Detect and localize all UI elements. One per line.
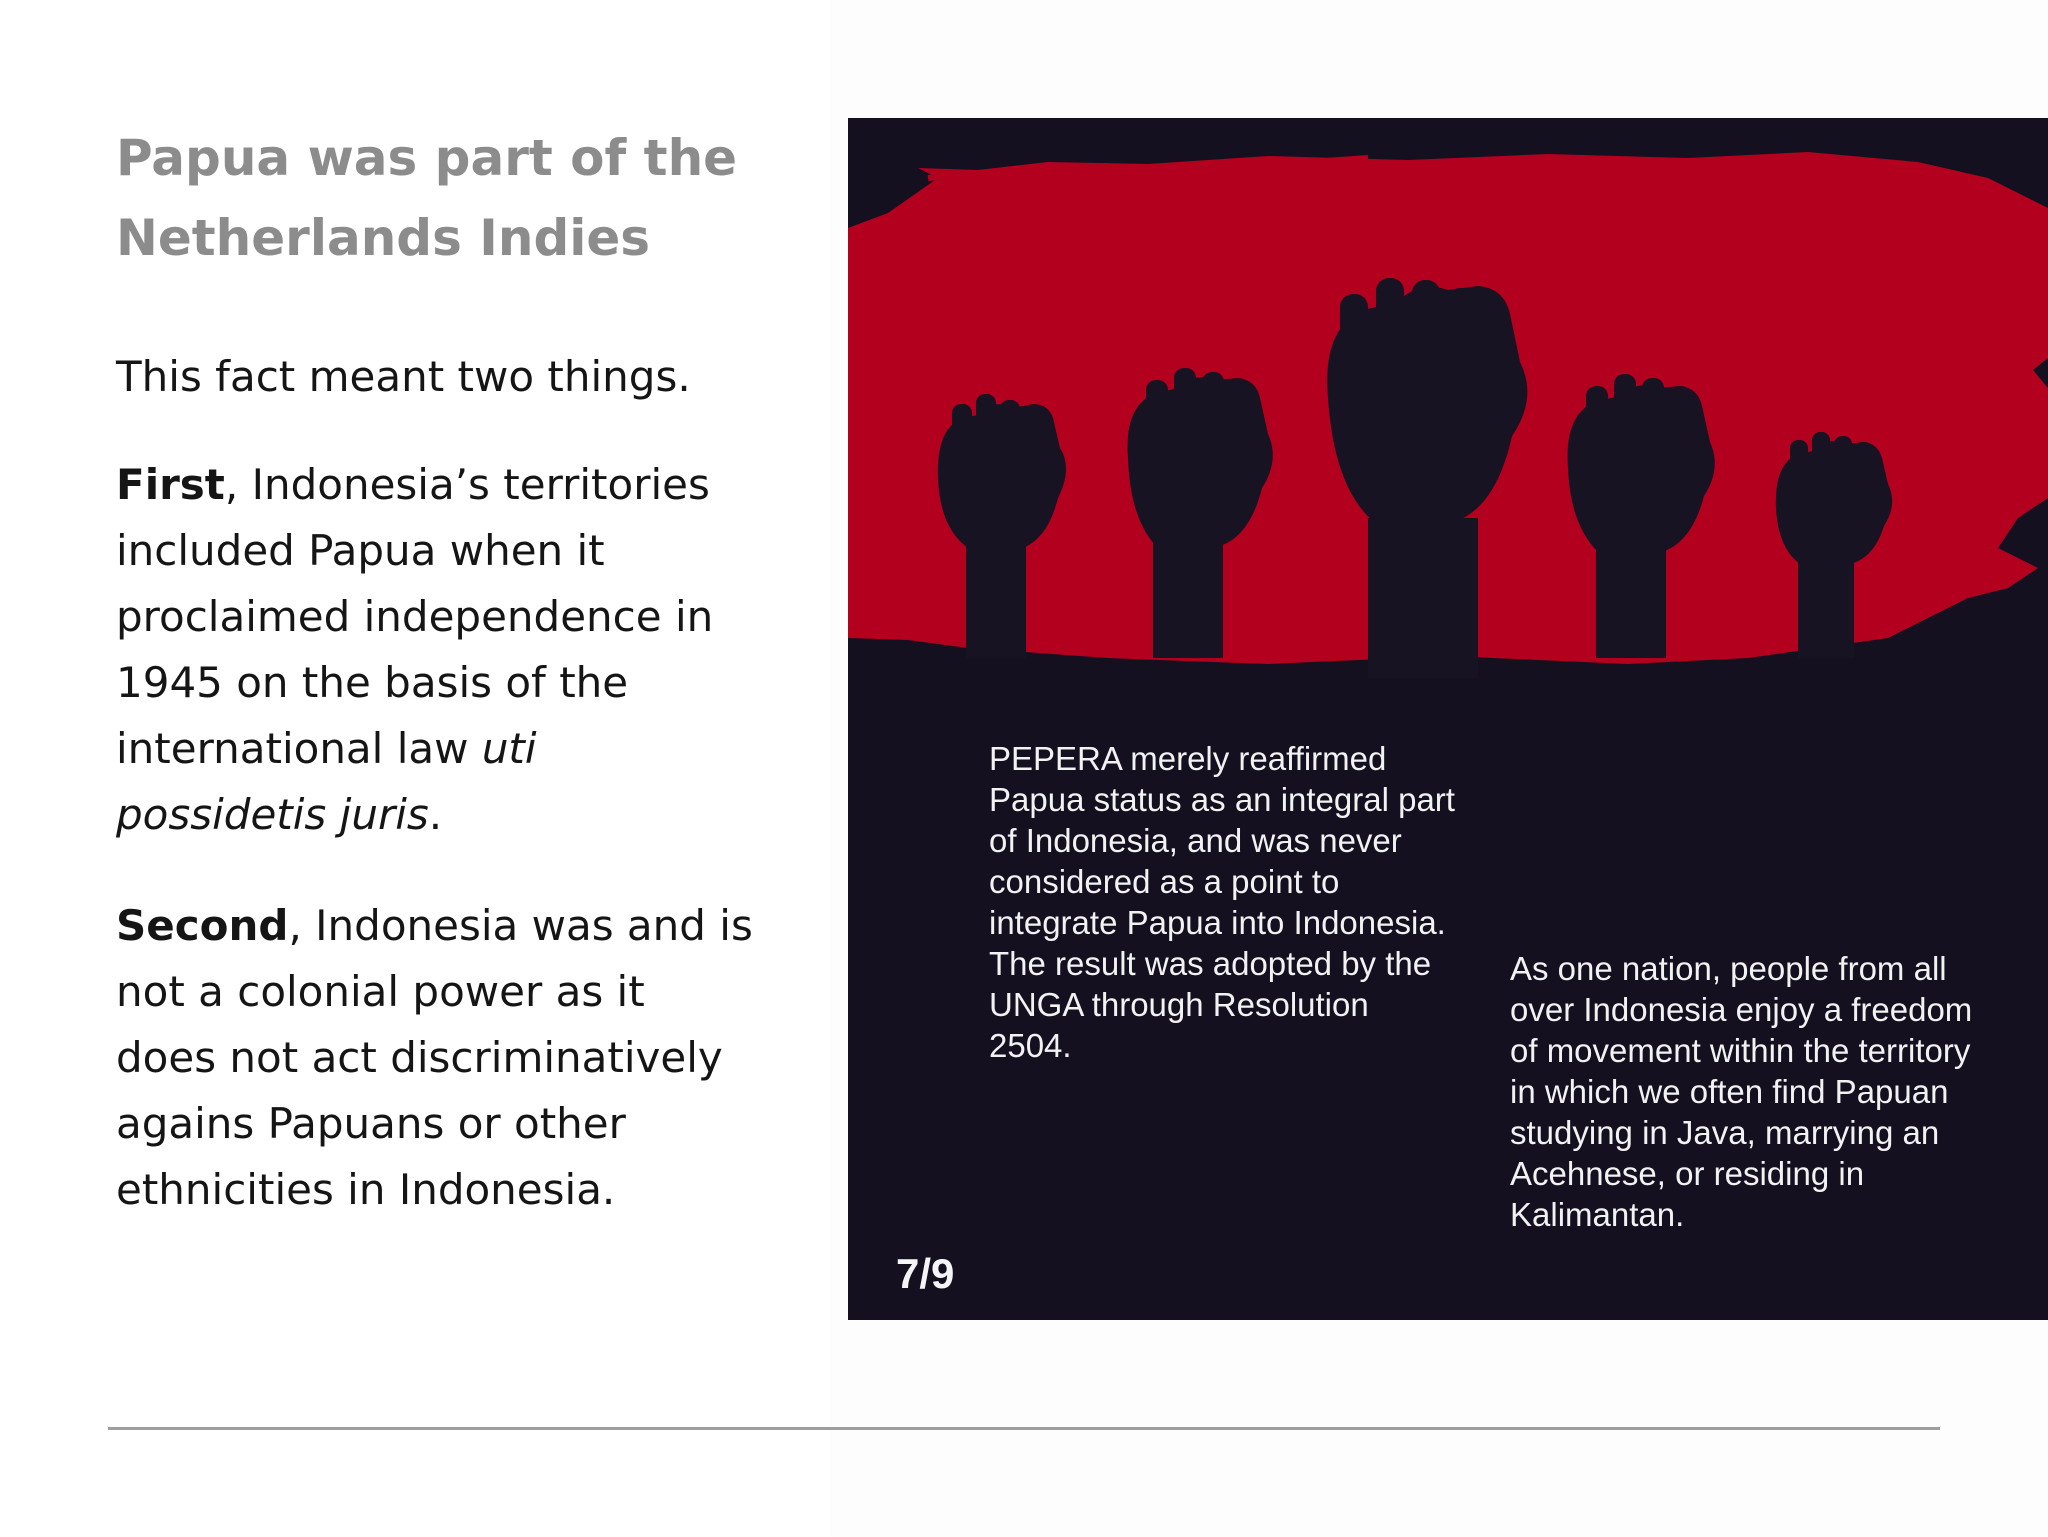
intro-text: This fact meant two things. — [116, 352, 691, 401]
page-indicator: 7/9 — [896, 1250, 955, 1297]
point-one-label: First — [116, 460, 225, 509]
footer-divider — [108, 1427, 1940, 1430]
point-one-end: . — [428, 790, 443, 839]
point-two-paragraph — [116, 893, 756, 1223]
poster-right-text: As one nation, people from all over Indonesia enjoy a freedom of movement within the territory in which we often find Papuan studying in Java, marrying an Acehnese, or residing in Kalimantan. — [1510, 950, 1973, 1233]
point-one-text: , Indonesia’s territories included Papua when it proclaimed independence in 1945 on the basis of the international law — [116, 460, 714, 773]
point-two-text: , Indonesia was and is not a colonial power as it does not act discriminatively agains Papuans or other ethnicities in Indonesia. — [116, 901, 753, 1214]
raised-fists-icon — [848, 118, 2048, 718]
point-one-paragraph — [116, 452, 756, 848]
poster-left-text: PEPERA merely reaffirmed Papua status as an integral part of Indonesia, and was never considered as a point to integrate Papua into Indonesia. The result was adopted by the UNGA through Resolution 2504. — [989, 740, 1455, 1064]
slide-title: Papua was part of the Netherlands Indies — [116, 129, 738, 267]
point-one-italic: uti possidetis juris — [116, 724, 537, 839]
point-two-label: Second — [116, 901, 289, 950]
poster-image — [848, 118, 2048, 1320]
